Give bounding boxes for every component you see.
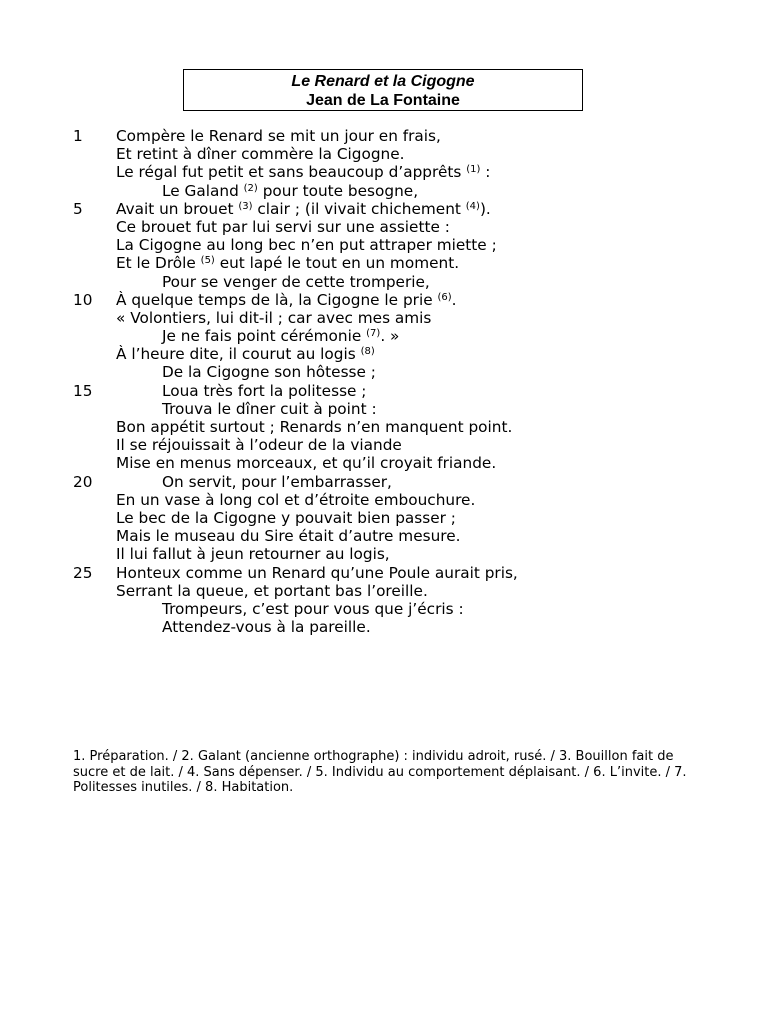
line-text: Le régal fut petit et sans beaucoup d’apprêts $^{(1)}$ : xyxy=(116,163,491,182)
line-text: Ce brouet fut par lui servi sur une assiette : xyxy=(116,217,450,236)
poem-line xyxy=(73,273,693,291)
poem-line xyxy=(73,382,693,400)
footnote-ref: (5) xyxy=(200,255,215,267)
line-text: Serrant la queue, et portant bas l’oreille. xyxy=(116,581,428,600)
line-number: 10 xyxy=(73,290,93,309)
footnote-ref: (6) xyxy=(437,291,452,303)
footnotes: 1. Préparation. / 2. Galant (ancienne orthographe) : individu adroit, rusé. / 3. Bouillon fait de sucre et de lait. / 4. Sans dépenser. / 5. Individu au comportement déplaisant. / 6. L’invite. / 7. Politesses inutiles. / 8. Habitation. xyxy=(73,749,687,795)
poem-body xyxy=(73,127,693,636)
footnote-ref: (2) xyxy=(243,182,258,194)
line-text: Le bec de la Cigogne y pouvait bien passer ; xyxy=(116,508,456,527)
line-text: La Cigogne au long bec n’en put attraper miette ; xyxy=(116,236,497,255)
line-text: Le Galand $^{(2)}$ pour toute besogne, xyxy=(162,181,419,200)
line-text: Trouva le dîner cuit à point : xyxy=(162,399,377,418)
poem-line xyxy=(73,418,693,436)
poem-line xyxy=(73,436,693,454)
poem-line xyxy=(73,582,693,600)
line-text: Bon appétit surtout ; Renards n’en manquent point. xyxy=(116,418,513,436)
line-text: Mais le museau du Sire était d’autre mesure. xyxy=(116,527,461,546)
poem-line xyxy=(73,400,693,418)
poem-line xyxy=(73,145,693,163)
poem-line xyxy=(73,309,693,327)
footnote-ref: (1) xyxy=(466,164,481,176)
poem-line xyxy=(73,527,693,545)
line-text: À quelque temps de là, la Cigogne le prie $^{(6)}$. xyxy=(116,290,457,309)
poem-line xyxy=(73,545,693,563)
line-number: 25 xyxy=(73,563,93,582)
poem-line xyxy=(73,254,693,272)
line-text: Avait un brouet $^{(3)}$ clair ; (il vivait chichement $^{(4)}$). xyxy=(116,199,491,218)
poem-line xyxy=(73,200,693,218)
line-text: Il se réjouissait à l’odeur de la viande xyxy=(116,436,402,455)
footnote-ref: (7) xyxy=(366,328,381,340)
poem-line xyxy=(73,163,693,181)
line-number: 15 xyxy=(73,381,93,400)
line-number: 20 xyxy=(73,472,93,491)
line-text: « Volontiers, lui dit-il ; car avec mes amis xyxy=(116,308,432,327)
line-text: Mise en menus morceaux, et qu’il croyait friande. xyxy=(116,454,497,473)
line-text: Et retint à dîner commère la Cigogne. xyxy=(116,145,405,164)
line-text: On servit, pour l’embarrasser, xyxy=(162,472,392,491)
poem-line xyxy=(73,127,693,145)
poem-line xyxy=(73,218,693,236)
poem-author: Jean de La Fontaine xyxy=(306,92,460,109)
poem-line xyxy=(73,363,693,381)
line-text: Et le Drôle $^{(5)}$ eut lapé le tout en un moment. xyxy=(116,254,460,273)
title-box xyxy=(183,69,583,111)
line-text: À l’heure dite, il courut au logis $^{(8)}$ xyxy=(116,345,375,364)
poem-line xyxy=(73,491,693,509)
line-number: 1 xyxy=(73,127,83,145)
poem-line xyxy=(73,345,693,363)
poem-line xyxy=(73,327,693,345)
poem-line xyxy=(73,509,693,527)
line-text: Pour se venger de cette tromperie, xyxy=(162,272,430,291)
poem-line xyxy=(73,473,693,491)
poem-line xyxy=(73,291,693,309)
poem-line xyxy=(73,564,693,582)
poem-line xyxy=(73,182,693,200)
footnote-ref: (4) xyxy=(465,200,480,212)
line-text: Attendez-vous à la pareille. xyxy=(162,618,371,637)
line-number: 5 xyxy=(73,199,83,218)
line-text: Trompeurs, c’est pour vous que j’écris : xyxy=(162,599,464,618)
poem-title: Le Renard et la Cigogne xyxy=(291,73,475,90)
line-text: De la Cigogne son hôtesse ; xyxy=(162,363,376,382)
line-text: Il lui fallut à jeun retourner au logis, xyxy=(116,545,390,564)
poem-line xyxy=(73,618,693,636)
line-text: Compère le Renard se mit un jour en frais, xyxy=(116,127,441,145)
line-text: En un vase à long col et d’étroite embouchure. xyxy=(116,490,476,509)
line-text: Honteux comme un Renard qu’une Poule aurait pris, xyxy=(116,563,518,582)
poem-line xyxy=(73,600,693,618)
line-text: Je ne fais point cérémonie $^{(7)}$. » xyxy=(162,327,400,346)
footnote-ref: (8) xyxy=(360,346,375,358)
poem-line xyxy=(73,236,693,254)
poem-line xyxy=(73,454,693,472)
line-text: Loua très fort la politesse ; xyxy=(162,381,367,400)
footnote-ref: (3) xyxy=(238,200,253,212)
